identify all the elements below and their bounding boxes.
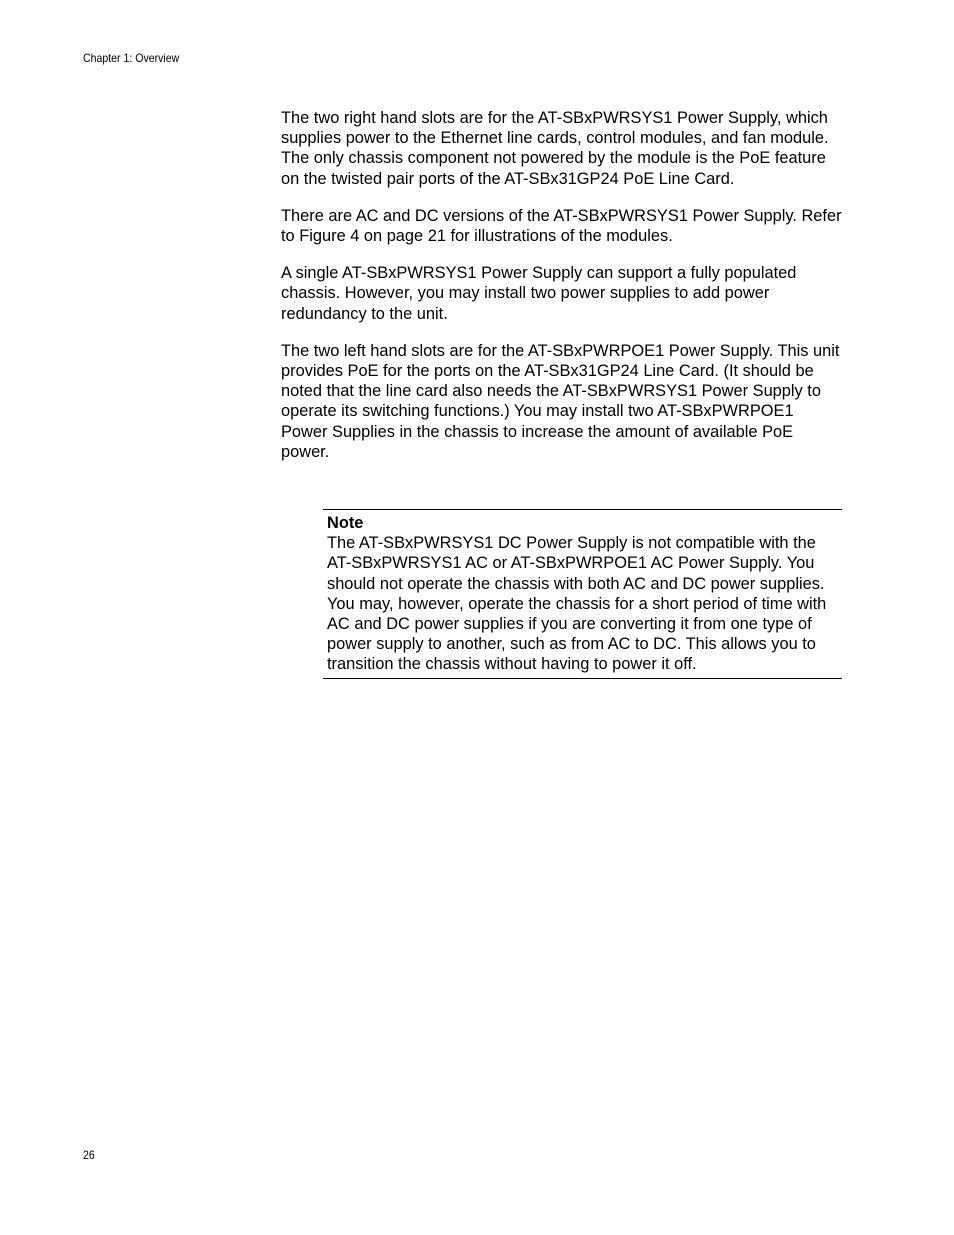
note-text: The AT-SBxPWRSYS1 DC Power Supply is not compatible with the AT-SBxPWRSYS1 AC or AT-SBxPWRPOE1 AC Power Supply. You should not operate the chassis with both AC and DC power supplies. You may, however, operate the chassis for a short period of time with AC and DC power supplies if you are converting it from one type of power supply to another, such as from AC to DC. This allows you to transition the chassis without having to power it off. [327, 534, 827, 674]
paragraph-left-slots: The two left hand slots are for the AT-SBxPWRPOE1 Power Supply. This unit provides PoE for the ports on the AT-SBx31GP24 Line Card. (It should be noted that the line card also needs the AT-SBxPWRSYS1 Power Supply to operate its switching functions.) You may install two AT-SBxPWRPOE1 Power Supplies in the chassis to increase the amount of available PoE power. [281, 341, 840, 461]
page-number: 26 [83, 1148, 95, 1162]
running-header: Chapter 1: Overview [83, 51, 180, 65]
paragraph-single-supply: A single AT-SBxPWRSYS1 Power Supply can support a fully populated chassis. However, you may install two power supplies to add power redundancy to the unit. [281, 264, 797, 323]
paragraph-ac-dc-versions: There are AC and DC versions of the AT-SBxPWRSYS1 Power Supply. Refer to Figure 4 on page 21 for illustrations of the modules. [281, 206, 842, 246]
body-text [281, 108, 843, 479]
paragraph-right-slots: The two right hand slots are for the AT-SBxPWRSYS1 Power Supply, which supplies power to the Ethernet line cards, control modules, and fan module. The only chassis component not powered by the module is the PoE feature on the twisted pair ports of the AT-SBx31GP24 PoE Line Card. [281, 109, 829, 188]
note-title: Note [327, 514, 364, 532]
note-box [323, 509, 842, 679]
